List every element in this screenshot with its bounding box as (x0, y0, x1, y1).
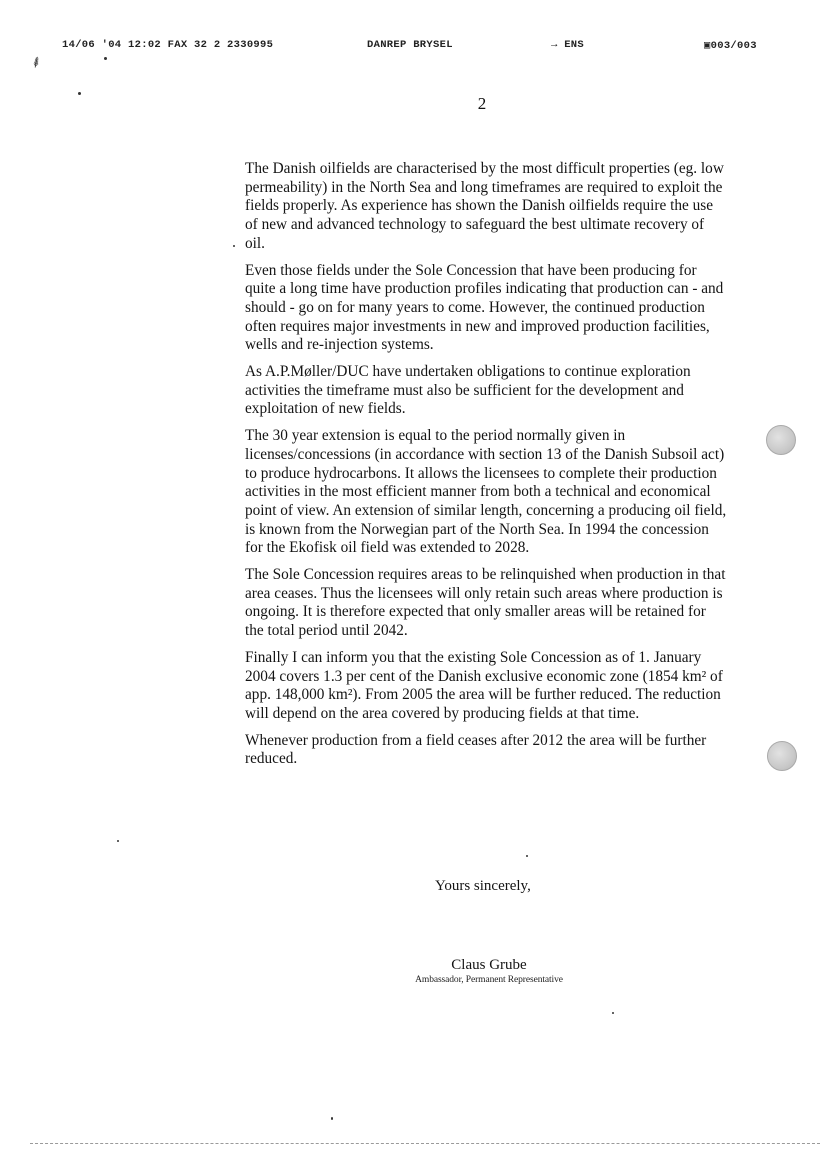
paragraph: The 30 year extension is equal to the period normally given in licenses/concessions (in accordance with section 13 of the Danish Subsoil act) to produce hydrocarbons. It allows the licensees to complete their production activities in the most efficient manner from both a technical and economical point of view. An extension of similar length, concerning a producing oil field, is known from the Norwegian part of the North Sea. In 1994 the concession for the Ekofisk oil field was extended to 2028. (245, 427, 727, 557)
scan-speck (117, 840, 119, 842)
scan-speck (104, 57, 107, 60)
paragraph: Even those fields under the Sole Concession that have been producing for quite a long time have production profiles indicating that production can - and should - go on for many years to come. However, the continued production often requires major investments in new and improved production facilities, wells and re-injection systems. (245, 261, 724, 354)
signature-block (380, 956, 598, 987)
punch-hole (767, 741, 797, 771)
scan-speck (331, 1117, 333, 1120)
scan-corner-mark: ⸙ (27, 52, 46, 73)
closing-salutation: Yours sincerely, (435, 878, 531, 894)
scan-speck (612, 1012, 614, 1014)
scan-speck (78, 92, 81, 95)
fax-header-sender: DANREP BRYSEL (367, 39, 453, 51)
fax-header-page-counter: ▣003/003 (704, 40, 757, 52)
scan-speck (526, 855, 528, 857)
scan-bottom-edge (30, 1143, 820, 1144)
paragraph: Finally I can inform you that the existing Sole Concession as of 1. January 2004 covers 1.3 per cent of the Danish exclusive economic zone (1854 km² of app. 148,000 km²). From 2005 the area will be further reduced. The reduction will depend on the area covered by producing fields at that time. (245, 648, 723, 722)
paragraph: Whenever production from a field ceases after 2012 the area will be further reduced. (245, 731, 707, 768)
fax-header-timestamp: 14/06 '04 12:02 FAX 32 2 2330995 (62, 39, 274, 51)
page-number: 2 (477, 94, 487, 113)
paragraph: The Sole Concession requires areas to be relinquished when production in that area ceases. Thus the licensees will only retain such areas where production is ongoing. It is therefore expected that only smaller areas will be retained for the total period until 2042. (245, 566, 726, 640)
paragraph: As A.P.Møller/DUC have undertaken obligations to continue exploration activities the timeframe must also be sufficient for the development and exploitation of new fields. (245, 363, 691, 418)
letter-body (245, 160, 727, 777)
punch-hole (766, 425, 796, 455)
signatory-title: Ambassador, Permanent Representative (415, 975, 563, 985)
signatory-name: Claus Grube (451, 957, 527, 973)
scan-speck (233, 245, 235, 247)
fax-header (0, 39, 828, 55)
paragraph: The Danish oilfields are characterised by the most difficult properties (eg. low permeability) in the North Sea and long timeframes are required to exploit the fields properly. As experience has shown the Danish oilfields require the use of new and advanced technology to safeguard the best ultimate recovery of oil. (245, 160, 724, 252)
fax-header-destination: → ENS (551, 39, 585, 51)
